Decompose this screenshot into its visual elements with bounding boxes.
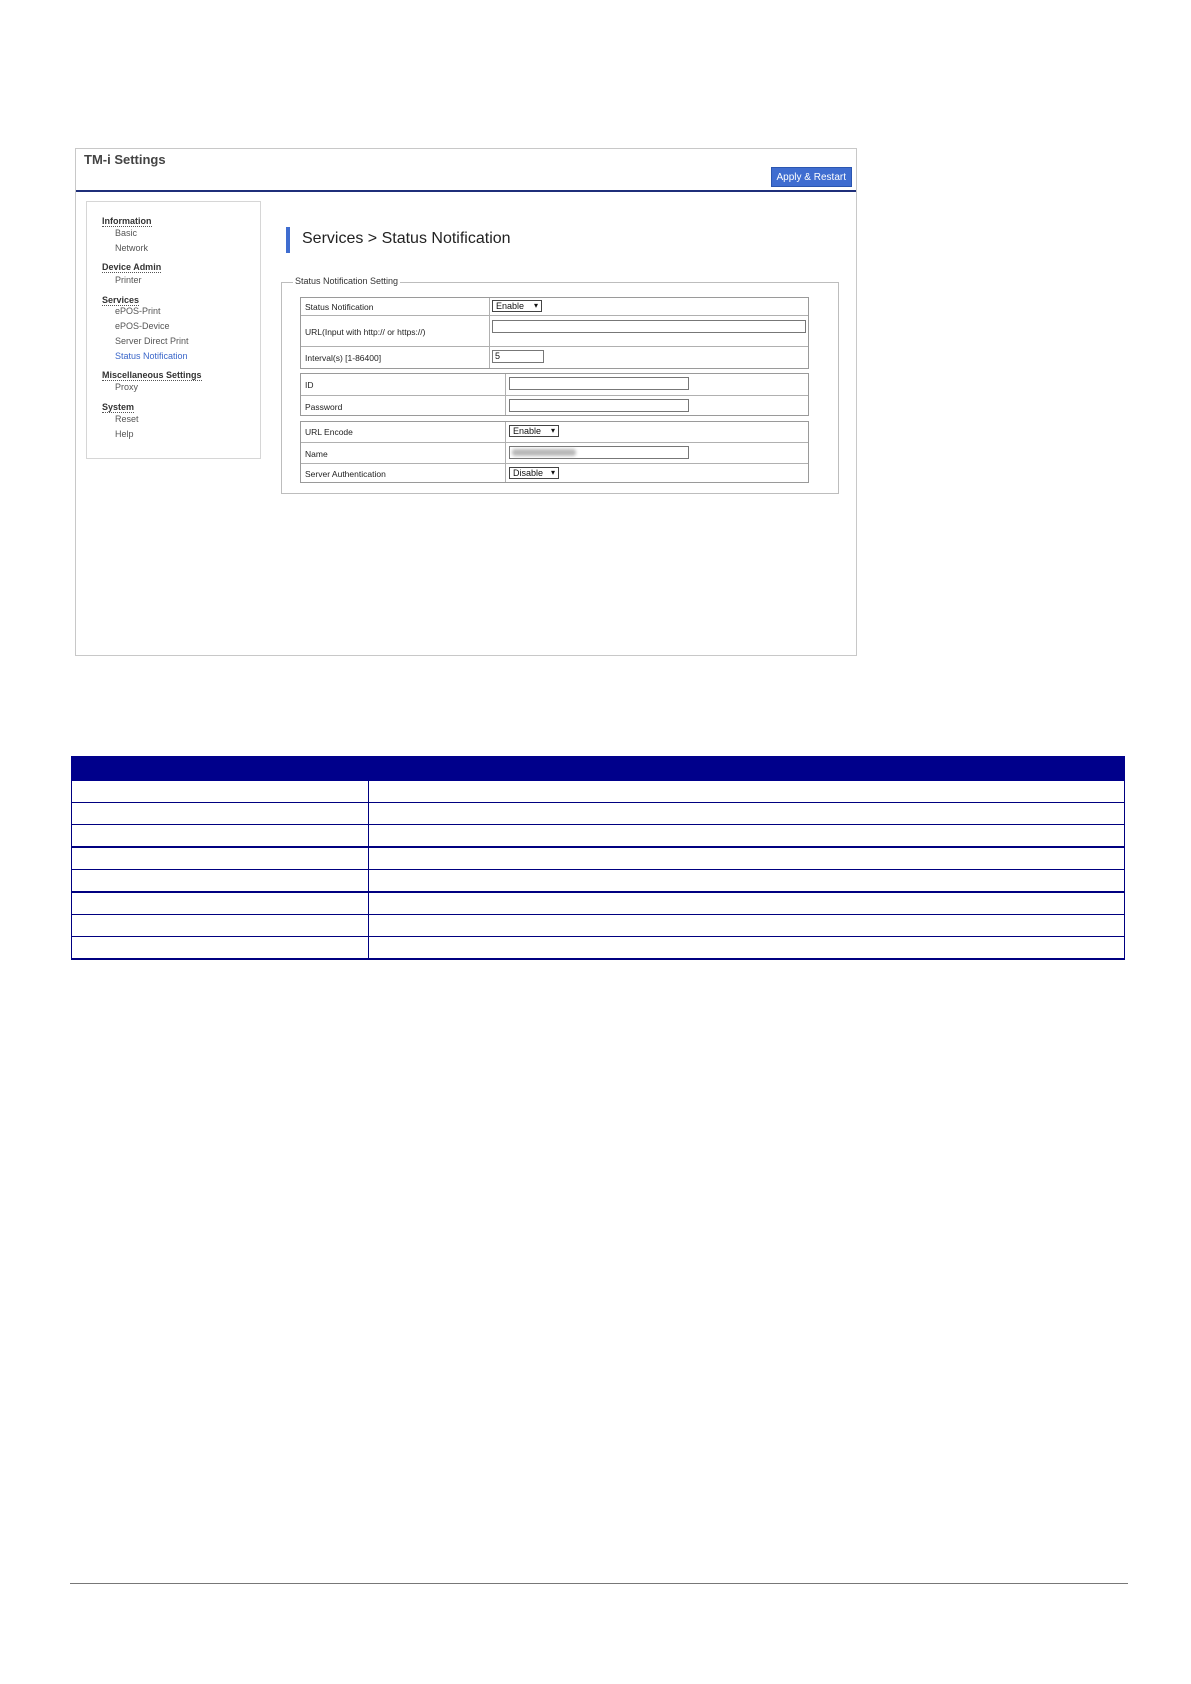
url-encode-select[interactable]: Enable ▾: [509, 425, 559, 437]
table-row: [72, 937, 1125, 960]
sidebar-group-information[interactable]: Information: [102, 216, 152, 226]
sidebar-item-epos-device[interactable]: ePOS-Device: [115, 321, 170, 331]
sidebar-item-proxy[interactable]: Proxy: [115, 382, 139, 392]
heading-accent-bar: [286, 227, 290, 253]
form-table-credentials: [300, 373, 809, 416]
settings-description-table: [71, 756, 1125, 960]
status-notification-select[interactable]: Enable ▾: [492, 300, 542, 312]
url-encode-label: URL Encode: [305, 427, 353, 437]
form-table-notification: [300, 297, 809, 369]
url-label: URL(Input with http:// or https://): [305, 327, 426, 337]
sidebar-group-services[interactable]: Services: [102, 295, 140, 305]
interval-label: Interval(s) [1-86400]: [305, 353, 382, 363]
name-label: Name: [305, 449, 328, 459]
sidebar-item-epos-print[interactable]: ePOS-Print: [115, 306, 161, 316]
form-row-server-auth: [301, 463, 808, 483]
settings-screenshot: [75, 148, 857, 656]
chevron-down-icon: ▾: [550, 468, 555, 477]
sidebar-item-help[interactable]: Help: [115, 429, 134, 439]
interval-input[interactable]: 5: [492, 350, 544, 363]
table-row: [72, 892, 1125, 915]
header-divider: [76, 190, 856, 192]
form-row-status-notification: [301, 298, 808, 315]
page-title: Services > Status Notification: [302, 230, 511, 247]
sidebar-item-server-direct-print[interactable]: Server Direct Print: [115, 336, 189, 346]
id-input[interactable]: [509, 377, 689, 390]
server-auth-select[interactable]: Disable ▾: [509, 467, 559, 479]
form-row-id: [301, 374, 808, 395]
sidebar-item-basic[interactable]: Basic: [115, 228, 138, 238]
id-label: ID: [305, 380, 314, 390]
sidebar-item-reset[interactable]: Reset: [115, 414, 139, 424]
sidebar-item-printer[interactable]: Printer: [115, 275, 142, 285]
chevron-down-icon: ▾: [550, 426, 555, 435]
server-auth-label: Server Authentication: [305, 469, 386, 479]
sidebar-group-system[interactable]: System: [102, 402, 135, 412]
sidebar-group-device-admin[interactable]: Device Admin: [102, 262, 162, 272]
chevron-down-icon: ▾: [533, 301, 538, 310]
form-row-name: [301, 442, 808, 463]
table-row: [72, 847, 1125, 870]
form-row-url-encode: [301, 422, 808, 442]
form-row-interval: [301, 346, 808, 368]
sidebar-nav: [86, 201, 261, 459]
redacted-value: [512, 449, 576, 456]
footer-divider: [70, 1583, 1128, 1584]
form-row-url: [301, 315, 808, 346]
table-row: [72, 781, 1125, 803]
table-header-row: [72, 757, 1125, 781]
url-input[interactable]: [492, 320, 806, 333]
form-table-encoding: [300, 421, 809, 483]
sidebar-group-miscellaneous[interactable]: Miscellaneous Settings: [102, 370, 202, 380]
password-input[interactable]: [509, 399, 689, 412]
name-input[interactable]: [509, 446, 689, 459]
sidebar-item-status-notification[interactable]: Status Notification: [115, 351, 188, 361]
table-row: [72, 803, 1125, 825]
status-notification-label: Status Notification: [305, 302, 374, 312]
apply-restart-button[interactable]: Apply & Restart: [771, 167, 852, 187]
fieldset-legend: Status Notification Setting: [295, 276, 399, 286]
table-row: [72, 915, 1125, 937]
password-label: Password: [305, 402, 343, 412]
table-row: [72, 825, 1125, 848]
table-row: [72, 870, 1125, 893]
form-row-password: [301, 395, 808, 416]
sidebar-item-network[interactable]: Network: [115, 243, 149, 253]
app-title: TM-i Settings: [84, 152, 166, 167]
